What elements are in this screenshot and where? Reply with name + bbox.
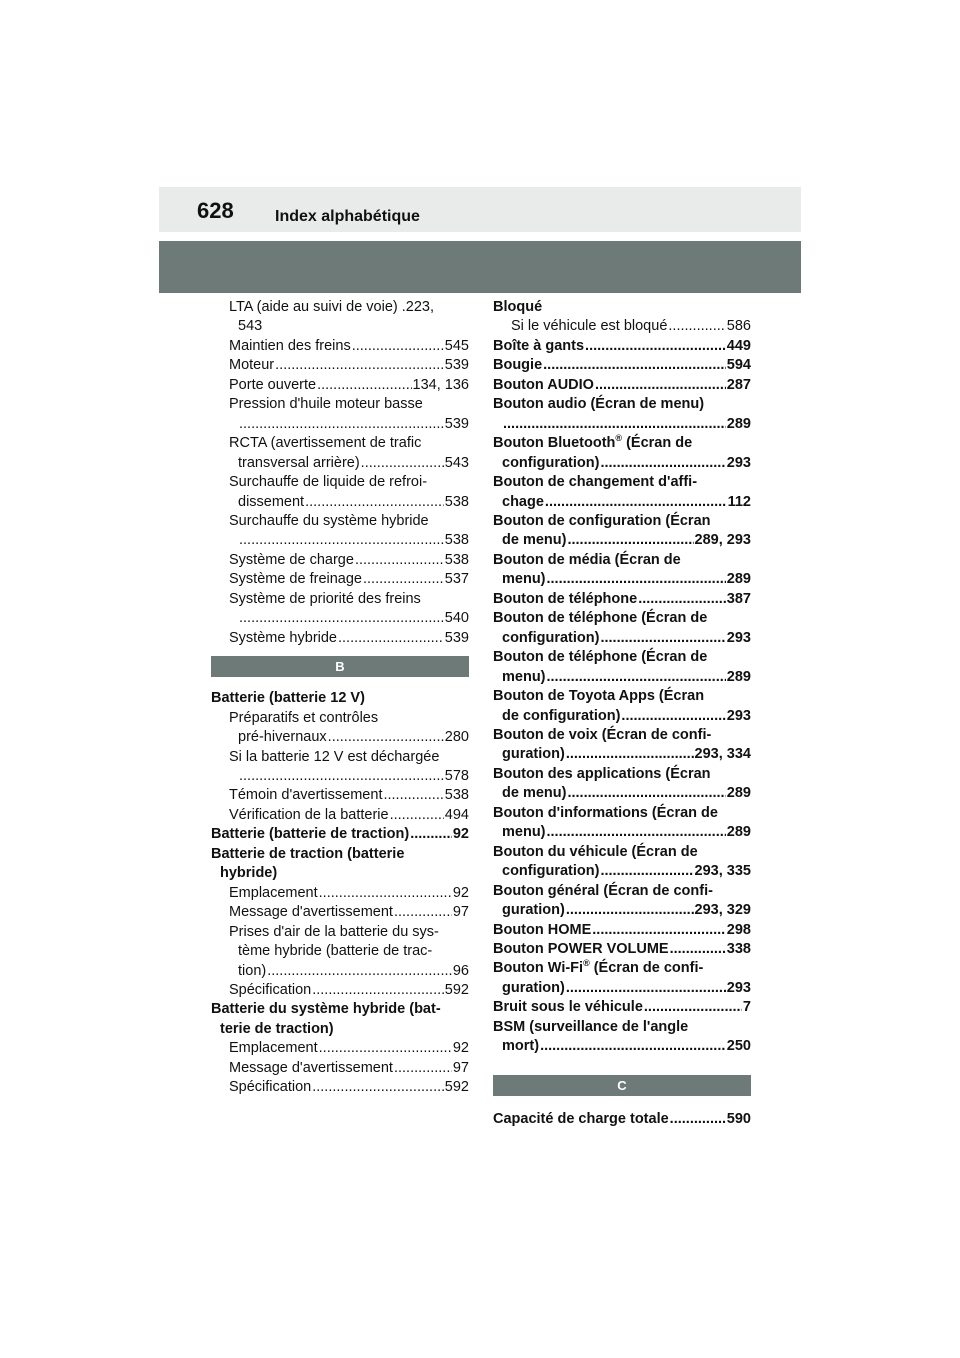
index-entry: Bouton de téléphone (Écran de configuration) ..... 293 bbox=[493, 609, 751, 648]
registered-mark: ® bbox=[615, 433, 623, 444]
index-entry: Batterie de traction (batterie hybride) bbox=[211, 845, 405, 882]
index-entry: Batterie (batterie de traction) ..... 92 bbox=[211, 825, 469, 844]
header-dark-band bbox=[159, 241, 801, 293]
index-entry: Bougie ..... 594 bbox=[493, 356, 751, 375]
index-entry: Batterie du système hybride (bat- terie de traction) bbox=[211, 1001, 441, 1037]
index-entry: Capacité de charge totale ..... 590 bbox=[493, 1110, 751, 1129]
index-entry: Préparatifs et contrôles pré-hivernaux ..... 280 bbox=[211, 709, 469, 748]
index-entry: Spécification ..... 592 bbox=[211, 1078, 469, 1097]
index-entry: Emplacement ..... 92 bbox=[211, 884, 469, 903]
index-entry: Vérification de la batterie ..... 494 bbox=[211, 806, 469, 825]
index-entry: Bouton général (Écran de confi- guration) ..... 293, 329 bbox=[493, 882, 751, 921]
index-entry: Boîte à gants ..... 449 bbox=[493, 337, 751, 356]
index-entry: Message d'avertissement ..... 97 bbox=[211, 903, 469, 922]
index-entry: Bouton HOME ..... 298 bbox=[493, 921, 751, 940]
index-entry: Si le véhicule est bloqué ..... 586 bbox=[493, 317, 751, 336]
index-entry: Bouton de Toyota Apps (Écran de configuration) ..... 293 bbox=[493, 687, 751, 726]
index-entry: Moteur ..... 539 bbox=[211, 356, 469, 375]
index-entry: Bouton du véhicule (Écran de configuration) ..... 293, 335 bbox=[493, 843, 751, 882]
right-column bbox=[493, 298, 751, 1129]
index-entry: BSM (surveillance de l'angle mort) ..... 250 bbox=[493, 1018, 751, 1057]
index-entry: Message d'avertissement ..... 97 bbox=[211, 1059, 469, 1078]
index-entry: Bouton de changement d'affi- chage ..... 112 bbox=[493, 473, 751, 512]
index-entry: Surchauffe de liquide de refroi- dissement ..... 538 bbox=[211, 473, 469, 512]
index-entry: Maintien des freins ..... 545 bbox=[211, 337, 469, 356]
index-entry: Bruit sous le véhicule ..... 7 bbox=[493, 998, 751, 1017]
index-entry: Si la batterie 12 V est déchargée ..... 578 bbox=[211, 748, 469, 787]
section-header-b: B bbox=[211, 656, 469, 677]
index-entry: Témoin d'avertissement ..... 538 bbox=[211, 786, 469, 805]
index-entry: Bloqué bbox=[493, 299, 543, 315]
index-entry: Bouton audio (Écran de menu) ..... 289 bbox=[493, 395, 751, 434]
index-entry: Surchauffe du système hybride ..... 538 bbox=[211, 512, 469, 551]
index-entry: Emplacement ..... 92 bbox=[211, 1039, 469, 1058]
index-entry: Bouton Wi-Fi® (Écran de confi- guration) ..... 293 bbox=[493, 959, 751, 998]
index-entry: RCTA (avertissement de trafic transversal arrière) ..... 543 bbox=[211, 434, 469, 473]
index-entry: Bouton des applications (Écran de menu) ..... 289 bbox=[493, 765, 751, 804]
registered-mark: ® bbox=[583, 958, 590, 969]
index-entry: Pression d'huile moteur basse ..... 539 bbox=[211, 395, 469, 434]
left-column bbox=[211, 298, 469, 1098]
index-entry: Bouton d'informations (Écran de menu) ..... 289 bbox=[493, 804, 751, 843]
index-entry: Système de priorité des freins ..... 540 bbox=[211, 590, 469, 629]
index-entry: Système hybride ..... 539 bbox=[211, 629, 469, 648]
index-entry: Bouton POWER VOLUME ..... 338 bbox=[493, 940, 751, 959]
index-entry: LTA (aide au suivi de voie) .223, 543 bbox=[229, 299, 434, 335]
index-entry: Bouton AUDIO ..... 287 bbox=[493, 376, 751, 395]
index-entry: Bouton de média (Écran de menu) ..... 289 bbox=[493, 551, 751, 590]
index-entry: Batterie (batterie 12 V) bbox=[211, 690, 365, 707]
index-entry: Bouton de voix (Écran de confi- guration) ..... 293, 334 bbox=[493, 726, 751, 765]
index-entry: Prises d'air de la batterie du sys- tème hybride (batterie de trac- tion) ..... 96 bbox=[211, 923, 469, 981]
index-entry: Système de charge ..... 538 bbox=[211, 551, 469, 570]
page-number: 628 bbox=[197, 198, 234, 223]
index-entry: Bouton de configuration (Écran de menu) ..... 289, 293 bbox=[493, 512, 751, 551]
header-band bbox=[159, 187, 801, 232]
page-title: Index alphabétique bbox=[275, 208, 420, 225]
section-header-c: C bbox=[493, 1075, 751, 1096]
index-entry: Bouton de téléphone ..... 387 bbox=[493, 590, 751, 609]
index-entry: Spécification ..... 592 bbox=[211, 981, 469, 1000]
index-entry: Bouton de téléphone (Écran de menu) ..... 289 bbox=[493, 648, 751, 687]
index-entry: Système de freinage ..... 537 bbox=[211, 570, 469, 589]
index-entry: Porte ouverte ..... 134, 136 bbox=[211, 376, 469, 395]
index-entry: Bouton Bluetooth® (Écran de configuration) ..... 293 bbox=[493, 434, 751, 473]
